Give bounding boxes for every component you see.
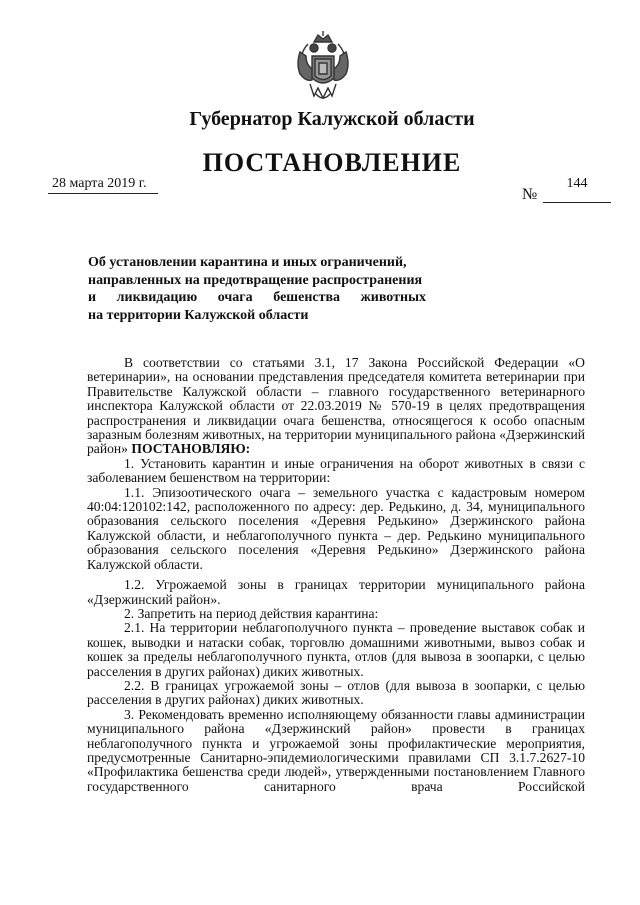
coat-of-arms-emblem xyxy=(292,30,354,102)
document-date: 28 марта 2019 г. xyxy=(48,176,158,194)
document-number: 144 xyxy=(543,176,611,203)
subject-line: направленных на предотвращение распространения xyxy=(88,272,423,288)
subject-line: на территории Калужской области xyxy=(88,307,309,323)
paragraph-2-1: 2.1. На территории неблагополучного пункта – проведение выставок собак и кошек, выводки и натаски собак, торговлю домашними животными, вывоз собак и кошек за пределы неблагополучного пункта, отлов (для вывоза в зоопарки, с целью расселения в других районах) диких животных. xyxy=(87,620,585,679)
subject-line: Об установлении карантина и иных ограничений, xyxy=(88,255,407,270)
number-label: № xyxy=(522,186,538,203)
paragraph-2-2: 2.2. В границах угрожаемой зоны – отлов (для вывоза в зоопарки, с целью расселения в других районах) диких животных. xyxy=(87,677,585,708)
document-subject xyxy=(88,254,426,324)
paragraph-1-2: 1.2. Угрожаемой зоны в границах территории муниципального района «Дзержинский район». xyxy=(87,577,585,607)
paragraph-1-1: 1.1. Эпизоотического очага – земельного участка с кадастровым номером 40:04:120102:142, расположенного по адресу: дер. Редькино, д. 34, муниципального образования сельского поселения «Деревня Редькино» Дзержинского района Калужской области, и неблагополучного пункта – дер. Редькино муниципального образования сельского поселения «Деревня Редькино» Дзержинского района Калужской области. xyxy=(87,484,585,572)
subject-line: и ликвидацию очага бешенства животных xyxy=(88,290,426,305)
decree-word: ПОСТАНОВЛЯЮ: xyxy=(131,441,251,457)
document-body xyxy=(87,356,585,794)
paragraph-3: 3. Рекомендовать временно исполняющему обязанности главы администрации муниципального района «Дзержинский район» провести в границах неблагополучного пункта и угрожаемой зоны профилактические мероприятия, предусмотренные Санитарно-эпидемиологическими правилами СП 3.1.7.2627-10 «Профилактика бешенства среди людей», утвержденными постановлением Главного государственного санитарного врача Российской xyxy=(87,706,585,794)
paragraph-1: 1. Установить карантин и иные ограничения на оборот животных в связи с заболеванием бешенством на территории: xyxy=(87,455,585,486)
document-type-heading: ПОСТАНОВЛЕНИЕ xyxy=(202,148,462,177)
preamble-text: В соответствии со статьями 3.1, 17 Закона Российской Федерации «О ветеринарии», на основании представления председателя комитета ветеринарии при Правительстве Калужской области – главного государственного ветеринарного инспектора Калужской области от 22.03.2019 № 570-19 в целях предотвращения распространения и ликвидации очага бешенства, относящегося к особо опасным заразным болезням животных, на территории муниципального района «Дзержинский район» xyxy=(87,355,585,457)
preamble-paragraph xyxy=(87,356,585,457)
paragraph-2: 2. Запретить на период действия карантина: xyxy=(124,605,379,621)
issuer-title: Губернатор Калужской области xyxy=(189,108,475,130)
